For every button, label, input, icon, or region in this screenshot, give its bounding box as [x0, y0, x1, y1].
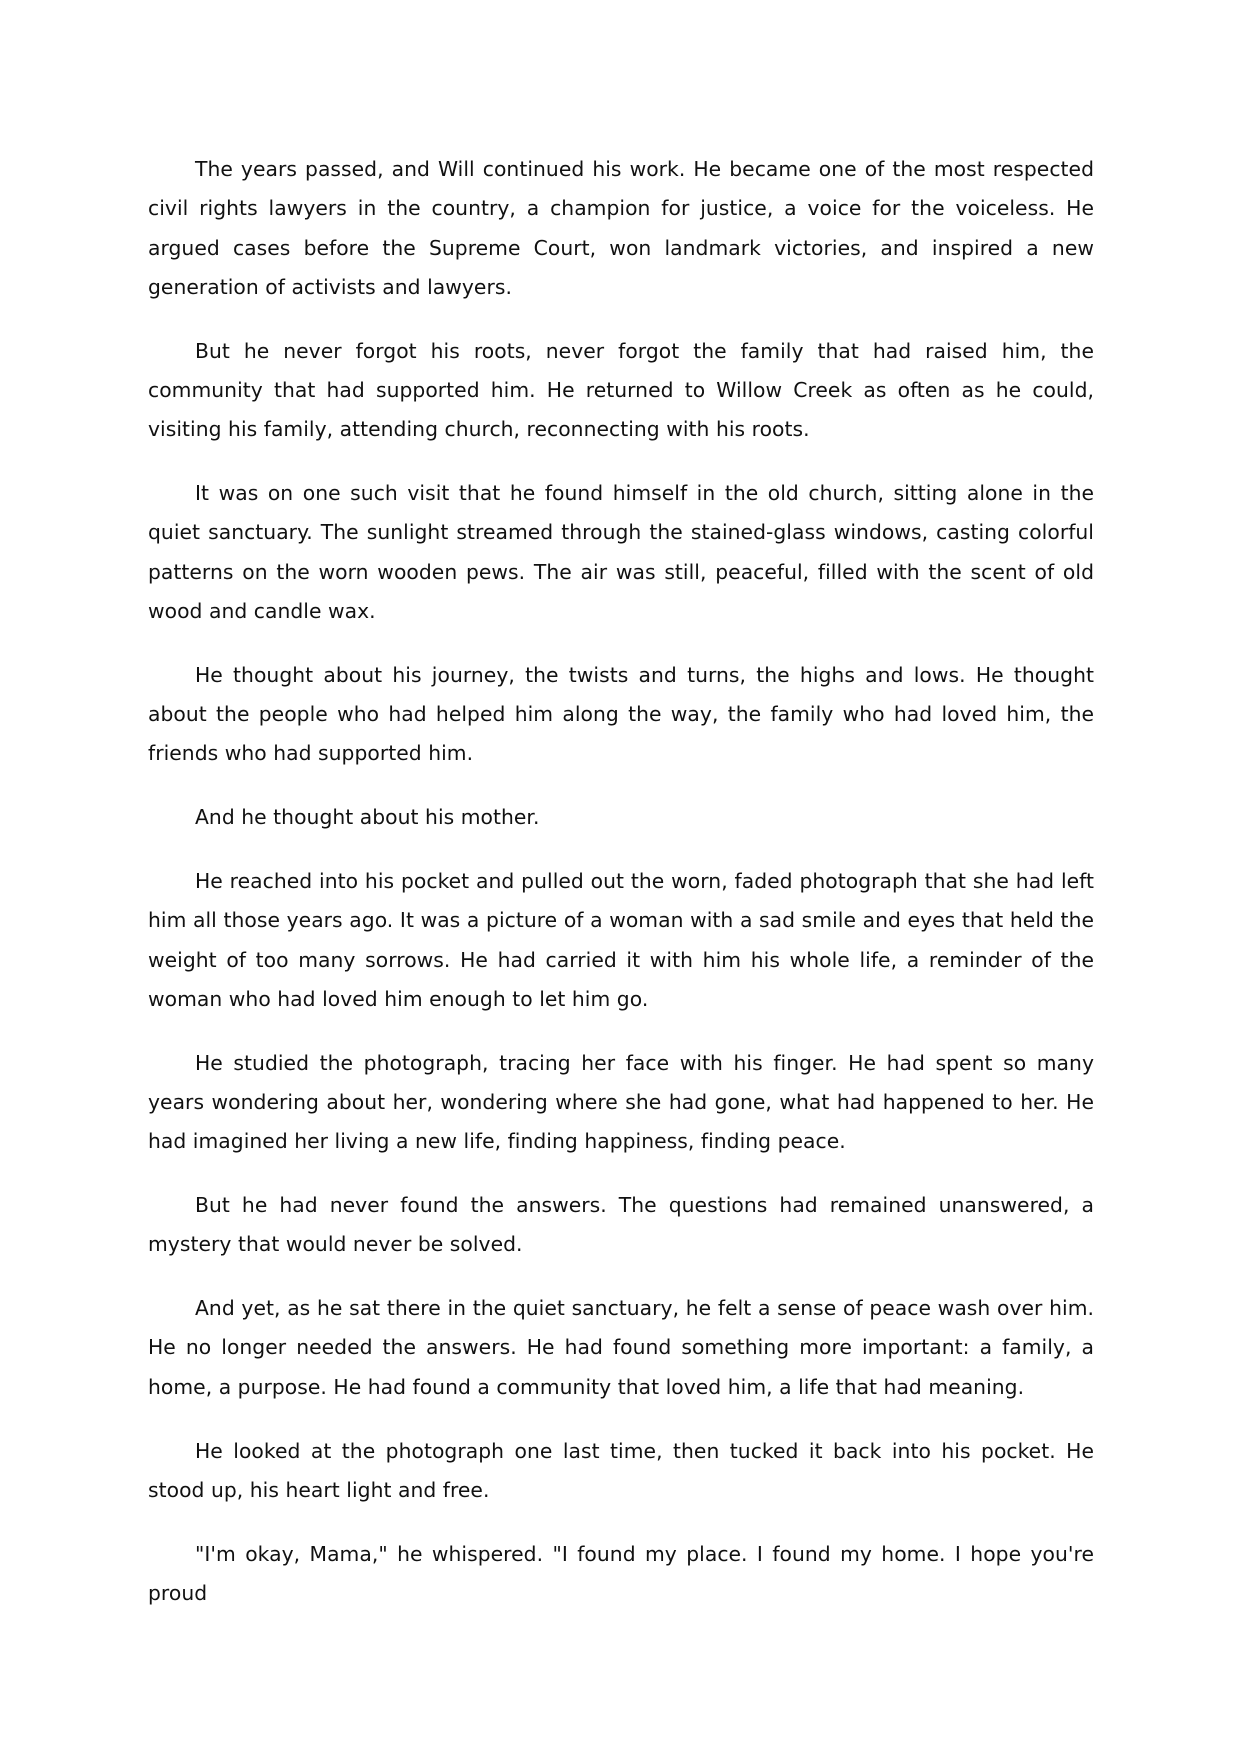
paragraph-2: But he never forgot his roots, never forgot the family that had raised him, the community that had supported him. He returned to Willow Creek as often as he could, visiting his family, attending church, reconnecting with his roots.	[148, 338, 1094, 442]
paragraph-5: And he thought about his mother.	[195, 805, 540, 830]
paragraph-8: But he had never found the answers. The questions had remained unanswered, a mystery that would never be solved.	[148, 1193, 1094, 1257]
paragraph-4: He thought about his journey, the twists and turns, the highs and lows. He thought about the people who had helped him along the way, the family who had loved him, the friends who had supported him.	[148, 662, 1094, 766]
paragraph-10: He looked at the photograph one last time, then tucked it back into his pocket. He stood up, his heart light and free.	[148, 1438, 1094, 1502]
paragraph-11: "I'm okay, Mama," he whispered. "I found my place. I found my home. I hope you're proud	[148, 1541, 1094, 1605]
paragraph-7: He studied the photograph, tracing her face with his finger. He had spent so many years wondering about her, wondering where she had gone, what had happened to her. He had imagined her living a new life, finding happiness, finding peace.	[148, 1050, 1094, 1154]
document-page	[148, 150, 1094, 1613]
paragraph-1: The years passed, and Will continued his work. He became one of the most respected civil rights lawyers in the country, a champion for justice, a voice for the voiceless. He argued cases before the Supreme Court, won landmark victories, and inspired a new generation of activists and lawyers.	[148, 157, 1094, 299]
paragraph-9: And yet, as he sat there in the quiet sanctuary, he felt a sense of peace wash over him. He no longer needed the answers. He had found something more important: a family, a home, a purpose. He had found a community that loved him, a life that had meaning.	[148, 1296, 1094, 1399]
paragraph-3: It was on one such visit that he found himself in the old church, sitting alone in the quiet sanctuary. The sunlight streamed through the stained-glass windows, casting colorful patterns on the worn wooden pews. The air was still, peaceful, filled with the scent of old wood and candle wax.	[148, 481, 1094, 623]
paragraph-6: He reached into his pocket and pulled out the worn, faded photograph that she had left him all those years ago. It was a picture of a woman with a sad smile and eyes that held the weight of too many sorrows. He had carried it with him his whole life, a reminder of the woman who had loved him enough to let him go.	[148, 868, 1094, 1011]
